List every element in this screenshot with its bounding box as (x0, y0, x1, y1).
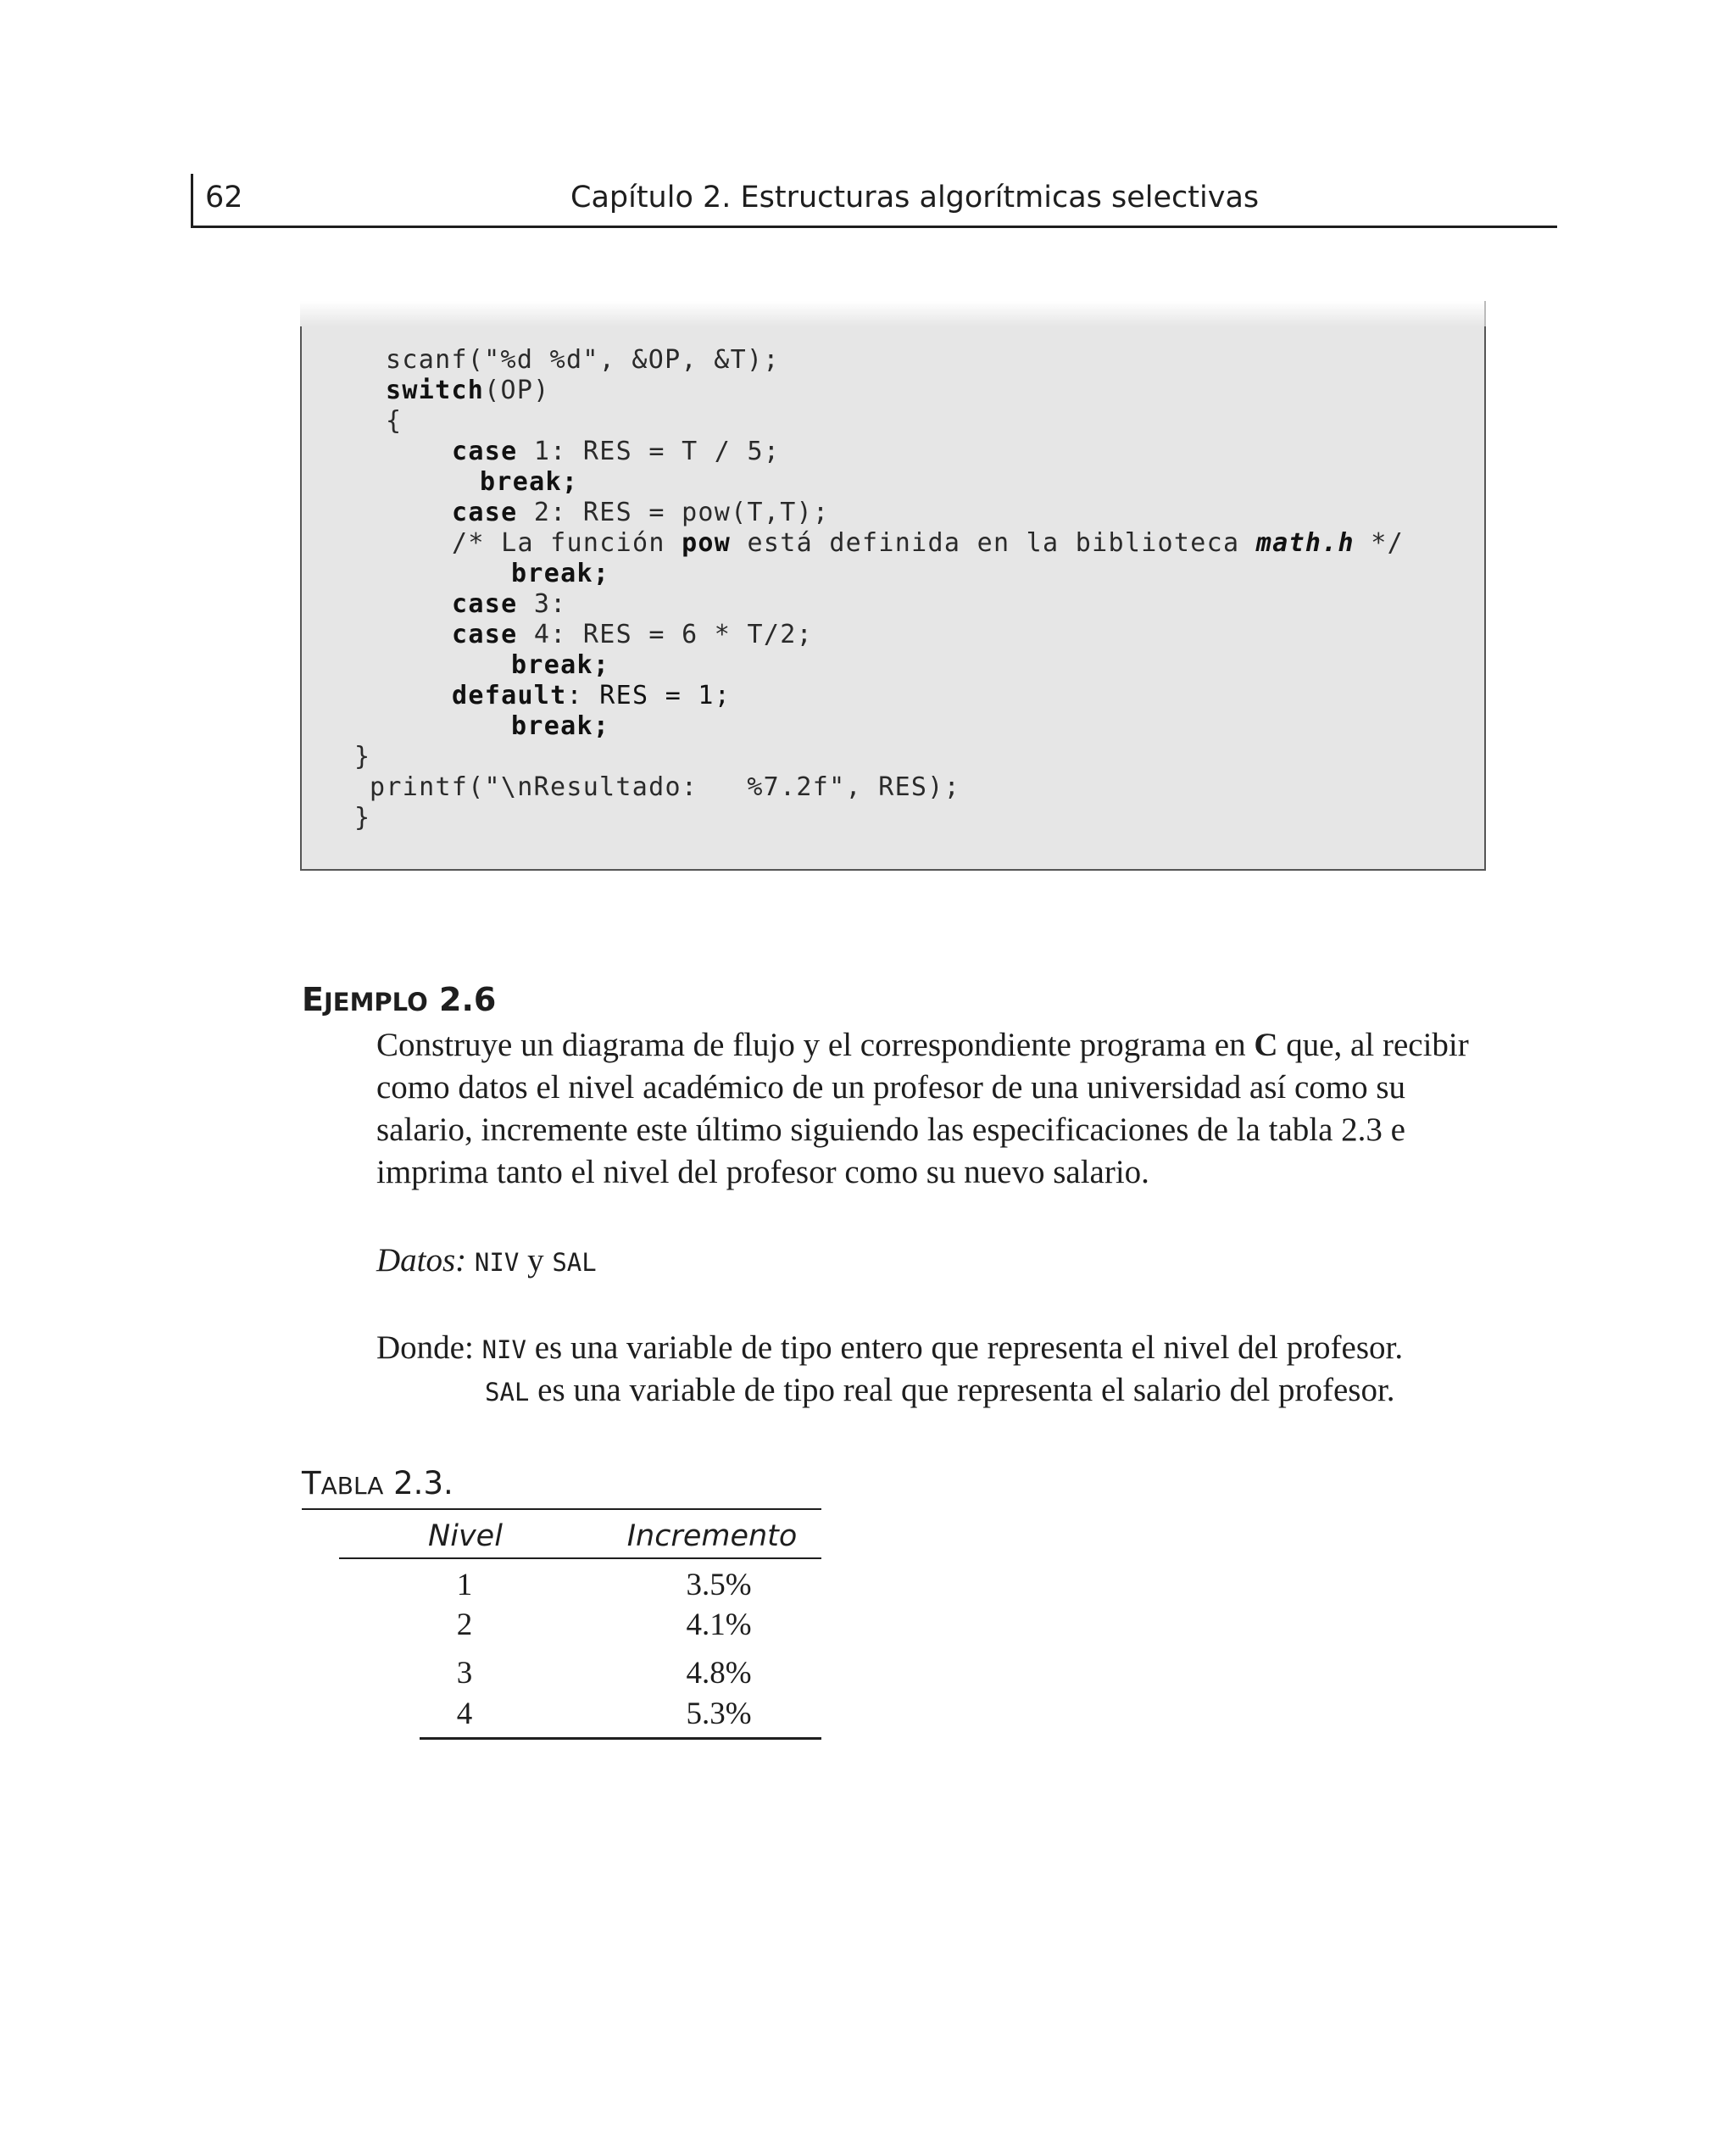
code-line: break; (511, 650, 610, 680)
table-cell-nivel: 3 (456, 1656, 473, 1691)
table-cell-incremento: 5.3% (686, 1696, 752, 1731)
running-header (191, 174, 1557, 228)
table-header-nivel: Nivel (428, 1519, 503, 1553)
code-line: break; (480, 467, 579, 497)
page-number: 62 (205, 181, 243, 214)
code-line: scanf("%d %d", &OP, &T); (386, 345, 780, 375)
table-bottom-rule (420, 1737, 821, 1740)
code-line: } (354, 742, 371, 772)
example-paragraph-line: imprima tanto el nivel del profesor como su nuevo salario. (376, 1154, 1149, 1190)
table-cell-nivel: 1 (456, 1568, 473, 1602)
code-line: case 3: (452, 589, 567, 619)
chapter-title: Capítulo 2. Estructuras algorítmicas selectivas (570, 181, 1260, 214)
table-header-incremento: Incremento (626, 1519, 798, 1553)
code-comment: /* La función pow está definida en la biblioteca math.h */ (452, 528, 1404, 558)
code-line: break; (511, 711, 610, 741)
code-line: default: RES = 1; (452, 681, 732, 710)
example-heading: EJEMPLO 2.6 (302, 981, 497, 1018)
donde-line: SAL es una variable de tipo real que representa el salario del profesor. (485, 1372, 1395, 1408)
code-line: } (354, 803, 371, 833)
table-header-rule (339, 1557, 821, 1559)
code-line: printf("\nResultado: %7.2f", RES); (370, 772, 961, 802)
table-top-rule (302, 1508, 821, 1510)
example-paragraph-line: como datos el nivel académico de un profesor de una universidad así como su (376, 1069, 1406, 1106)
datos-line: Datos: NIV y SAL (376, 1242, 597, 1279)
table-caption: TABLA 2.3. (302, 1465, 453, 1501)
example-paragraph-line: Construye un diagrama de flujo y el correspondiente programa en C que, al recibir (376, 1027, 1469, 1063)
code-box-top-edge (300, 301, 1486, 326)
table-cell-nivel: 2 (456, 1607, 473, 1642)
code-line: case 1: RES = T / 5; (452, 437, 781, 466)
code-line: case 2: RES = pow(T,T); (452, 498, 830, 527)
code-line: case 4: RES = 6 * T/2; (452, 620, 813, 649)
table-cell-incremento: 3.5% (686, 1568, 752, 1602)
example-paragraph-line: salario, incremente este último siguiendo las especificaciones de la tabla 2.3 e (376, 1111, 1405, 1148)
table-cell-nivel: 4 (456, 1696, 473, 1731)
table-cell-incremento: 4.1% (686, 1607, 752, 1642)
code-line: break; (511, 559, 610, 588)
code-line: { (386, 406, 403, 436)
donde-line: Donde: NIV es una variable de tipo entero que representa el nivel del profesor. (376, 1329, 1404, 1366)
table-cell-incremento: 4.8% (686, 1656, 752, 1691)
code-line: switch(OP) (386, 376, 550, 405)
